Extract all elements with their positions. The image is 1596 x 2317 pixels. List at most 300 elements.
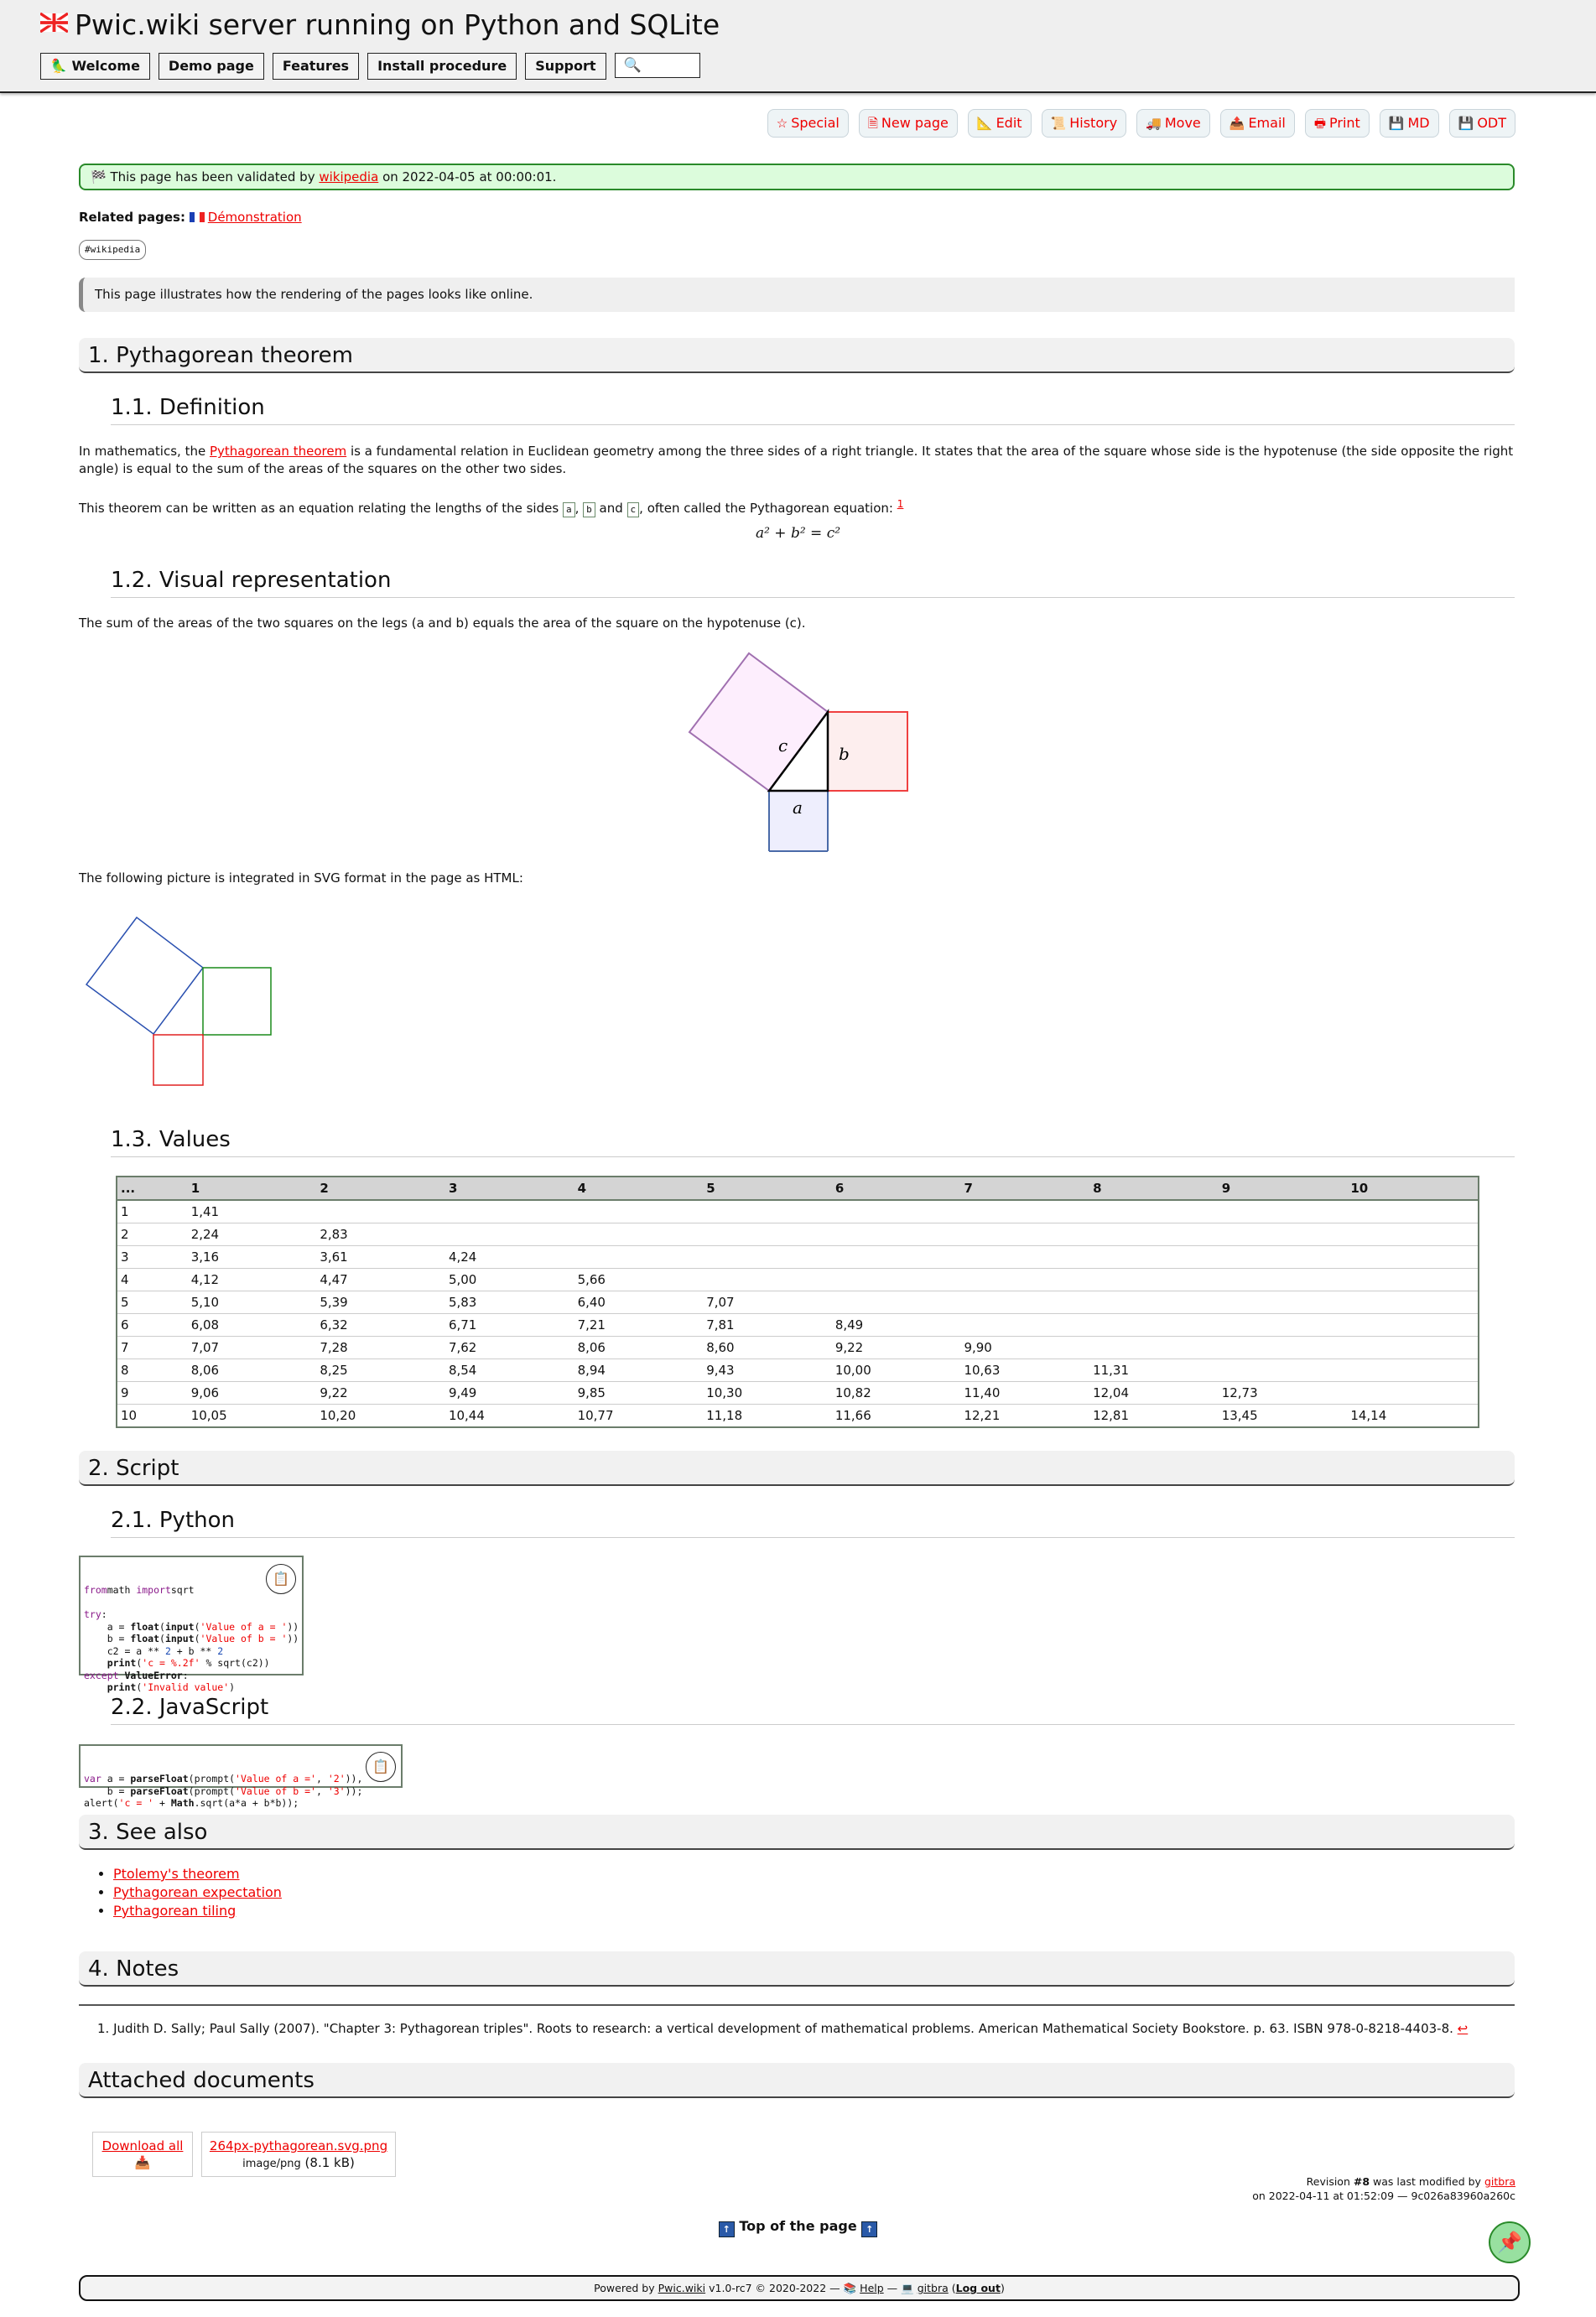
floppy-icon: 💾 <box>1458 116 1474 131</box>
table-cell <box>960 1200 1089 1223</box>
table-cell: 8,49 <box>832 1314 961 1337</box>
code-token: )); <box>345 1785 363 1797</box>
table-cell: 6,71 <box>445 1314 574 1337</box>
table-cell: 8,25 <box>316 1359 445 1382</box>
code-token: ( <box>194 1633 200 1644</box>
revision-info <box>1252 2174 1515 2203</box>
table-cell <box>1347 1314 1479 1337</box>
table-cell: 7,28 <box>316 1337 445 1359</box>
text: — <box>886 2282 898 2294</box>
row-header-cell: 7 <box>117 1337 188 1359</box>
code-token: input <box>164 1633 195 1644</box>
text: , often called the Pythagorean equation: <box>639 501 893 516</box>
table-cell: 11,18 <box>703 1405 832 1428</box>
table-cell: 9,22 <box>832 1337 961 1359</box>
inline-code-a: a <box>563 502 575 517</box>
code-token: 'Invalid value' <box>142 1681 230 1693</box>
table-cell: 8,54 <box>445 1359 574 1382</box>
equation-paragraph: This theorem can be written as an equation relating the lengths of the sides a , b and c , often called the Pythagorean equation: $^1$ <box>79 498 904 516</box>
code-token: b = <box>84 1633 131 1644</box>
code-token: ( <box>136 1681 143 1693</box>
javascript-code-block <box>79 1744 403 1809</box>
row-header-cell: 4 <box>117 1269 188 1291</box>
parrot-icon: 🦜 <box>50 58 67 74</box>
pythagoras-figure <box>671 646 923 864</box>
column-header: 10 <box>1347 1177 1479 1200</box>
revision-author-link[interactable]: gitbra <box>1484 2175 1515 2188</box>
code-token: 'Value of a = ' <box>200 1620 288 1633</box>
truck-icon: 🚚 <box>1146 116 1162 131</box>
code-token: (prompt( <box>188 1773 236 1785</box>
footnote-1 <box>97 2019 1468 2038</box>
related-page-link[interactable]: Démonstration <box>207 210 302 225</box>
code-token: except <box>84 1669 119 1681</box>
pushpin-icon: 📌 <box>1497 2231 1522 2254</box>
table-row <box>117 1405 1479 1428</box>
label-a: a <box>793 797 803 818</box>
table-cell: 5,00 <box>445 1269 574 1291</box>
table-cell: 12,21 <box>960 1405 1089 1428</box>
attachment-type: image/png <box>242 2158 301 2170</box>
code-token: from <box>84 1584 107 1596</box>
heading-definition: 1.1. Definition <box>111 392 1515 425</box>
table-header-row <box>117 1177 1479 1200</box>
table-cell <box>1089 1223 1219 1246</box>
table-cell <box>445 1223 574 1246</box>
code-token: , <box>315 1785 328 1797</box>
action-label: Edit <box>996 115 1022 131</box>
code-token: Math <box>170 1797 195 1809</box>
svg-square-b <box>203 968 271 1035</box>
table-cell <box>703 1223 832 1246</box>
uk-flag-icon <box>40 13 68 33</box>
code-line <box>84 1670 299 1682</box>
visual-paragraph: The sum of the areas of the two squares on the legs (a and b) equals the area of the square on the hypotenuse (c). <box>79 616 806 631</box>
clipboard-icon: 📋 <box>273 1571 289 1587</box>
table-cell <box>832 1269 961 1291</box>
heading-script: 2. Script <box>79 1451 1515 1486</box>
table-cell <box>1219 1246 1348 1269</box>
code-token: : <box>182 1669 189 1681</box>
text: In mathematics, the <box>79 444 206 459</box>
table-cell: 9,85 <box>574 1382 704 1405</box>
see-also-link[interactable]: Pythagorean expectation <box>113 1884 282 1900</box>
code-token: ( <box>194 1620 200 1633</box>
action-label: Print <box>1329 115 1360 131</box>
pythagorean-theorem-link[interactable]: Pythagorean theorem <box>209 444 347 459</box>
code-token: 2 <box>217 1644 224 1657</box>
code-token: + <box>153 1797 171 1809</box>
table-cell: 5,10 <box>188 1291 317 1314</box>
star-icon: ☆ <box>776 116 788 131</box>
download-icon: 📥 <box>134 2155 151 2170</box>
search-input[interactable] <box>615 53 700 78</box>
python-code-block <box>79 1556 304 1693</box>
table-cell: 10,77 <box>574 1405 704 1428</box>
table-cell <box>960 1246 1089 1269</box>
table-cell: 10,82 <box>832 1382 961 1405</box>
table-cell: 5,39 <box>316 1291 445 1314</box>
validation-prefix: This page has been validated by <box>110 169 315 184</box>
code-token: ( <box>136 1657 143 1669</box>
code-line <box>84 1773 398 1785</box>
code-token: : <box>101 1608 107 1620</box>
code-line <box>84 1584 299 1597</box>
table-cell <box>1219 1314 1348 1337</box>
code-token: 'Value of a =' <box>235 1773 316 1785</box>
notes-divider <box>79 2004 1515 2006</box>
table-cell <box>1347 1223 1479 1246</box>
text: and <box>599 501 623 516</box>
list-item <box>113 1865 282 1883</box>
code-token: import <box>136 1584 171 1596</box>
code-token: float <box>130 1633 160 1644</box>
books-icon: 📚 <box>843 2282 857 2294</box>
clipboard-icon: 📋 <box>372 1759 389 1774</box>
code-token: + b ** <box>170 1644 218 1657</box>
definition-paragraph <box>79 443 1515 478</box>
code-token: 'c = %.2f' <box>142 1657 200 1669</box>
code-line <box>84 1608 299 1621</box>
table-row <box>117 1246 1479 1269</box>
table-cell: 13,45 <box>1219 1405 1348 1428</box>
menu-label: Welcome <box>71 58 140 74</box>
code-line <box>84 1633 299 1645</box>
printer-icon: 🖶 <box>1313 116 1326 131</box>
table-cell: 8,06 <box>188 1359 317 1382</box>
table-row <box>117 1200 1479 1223</box>
table-cell: 2,24 <box>188 1223 317 1246</box>
table-cell <box>1089 1269 1219 1291</box>
help-link[interactable]: Help <box>860 2282 884 2294</box>
attachment-card <box>201 2132 396 2177</box>
text: v1.0-rc7 © 2020-2022 — <box>709 2282 840 2294</box>
table-cell: 5,83 <box>445 1291 574 1314</box>
table-cell: 9,90 <box>960 1337 1089 1359</box>
table-cell: 5,66 <box>574 1269 704 1291</box>
table-cell: 4,47 <box>316 1269 445 1291</box>
flag-icon: 🏁 <box>91 169 107 184</box>
download-all-card <box>92 2132 193 2177</box>
table-cell <box>1089 1200 1219 1223</box>
table-cell: 10,05 <box>188 1405 317 1428</box>
site-title <box>40 8 720 42</box>
code-token: print <box>107 1681 137 1693</box>
code-token: )), <box>345 1773 363 1785</box>
menu-support-button[interactable] <box>525 53 606 80</box>
action-label: History <box>1069 115 1118 131</box>
revision-number: #8 <box>1353 2175 1370 2188</box>
attachment-size: (8.1 kB) <box>304 2155 355 2170</box>
table-cell: 4,12 <box>188 1269 317 1291</box>
set-square-icon: 📐 <box>976 116 993 131</box>
javascript-code <box>84 1773 398 1810</box>
fr-flag-icon <box>190 212 205 222</box>
code-token: print <box>107 1657 137 1669</box>
heading-see-also: 3. See also <box>79 1815 1515 1850</box>
table-cell: 9,06 <box>188 1382 317 1405</box>
move-button[interactable] <box>1136 109 1210 138</box>
export-odt-button[interactable] <box>1449 109 1515 138</box>
code-token <box>84 1657 107 1669</box>
table-row <box>117 1314 1479 1337</box>
table-row <box>117 1337 1479 1359</box>
tag-badge[interactable]: #wikipedia <box>79 240 146 260</box>
table-cell: 10,44 <box>445 1405 574 1428</box>
menu-demo-page-button[interactable] <box>159 53 264 80</box>
table-row <box>117 1359 1479 1382</box>
top-of-page-link[interactable] <box>0 2218 1596 2237</box>
table-cell <box>703 1246 832 1269</box>
table-cell: 8,06 <box>574 1337 704 1359</box>
table-cell <box>1089 1314 1219 1337</box>
table-cell: 14,14 <box>1347 1405 1479 1428</box>
column-header: 6 <box>832 1177 961 1200</box>
table-cell <box>1219 1223 1348 1246</box>
code-token: float <box>130 1620 160 1633</box>
svg-pythagoras-figure <box>84 914 277 1090</box>
code-token: sqrt <box>170 1584 195 1596</box>
table-row <box>117 1291 1479 1314</box>
table-cell: 7,07 <box>703 1291 832 1314</box>
inline-code-b: b <box>583 502 595 517</box>
code-token: ValueError <box>118 1669 183 1681</box>
table-cell: 10,20 <box>316 1405 445 1428</box>
code-token: a = <box>101 1773 131 1785</box>
attachment-link[interactable]: 264px-pythagorean.svg.png <box>209 2138 388 2153</box>
print-button[interactable] <box>1305 109 1370 138</box>
page-footer: Powered by Pwic.wiki v1.0-rc7 © 2020-2022 — 📚 Help — 💻 gitbra (Log out) <box>79 2275 1520 2301</box>
table-cell <box>1089 1246 1219 1269</box>
code-token: '3' <box>327 1785 346 1797</box>
table-cell <box>1347 1291 1479 1314</box>
site-title-text: Pwic.wiki server running on Python and SQLite <box>75 8 720 41</box>
table-cell: 8,94 <box>574 1359 704 1382</box>
text: was last modified by <box>1373 2175 1481 2188</box>
code-token: ( <box>159 1620 165 1633</box>
table-cell <box>703 1200 832 1223</box>
page-actions <box>767 109 1515 138</box>
code-token: 'Value of b =' <box>235 1785 316 1797</box>
menu-label: Demo page <box>168 58 254 74</box>
pythagorean-formula: a² + b² = c² <box>755 525 841 542</box>
row-header-cell: 9 <box>117 1382 188 1405</box>
table-cell <box>574 1223 704 1246</box>
column-header: 3 <box>445 1177 574 1200</box>
table-cell <box>1219 1337 1348 1359</box>
intro-blockquote: This page illustrates how the rendering of the pages looks like online. <box>79 278 1515 312</box>
table-row <box>117 1223 1479 1246</box>
top-arrow-icon: ↑ <box>719 2221 735 2237</box>
table-row <box>117 1269 1479 1291</box>
document-icon: 🗎 <box>867 116 878 131</box>
table-cell: 10,30 <box>703 1382 832 1405</box>
table-cell <box>1347 1359 1479 1382</box>
download-all-link[interactable]: Download all <box>101 2138 184 2153</box>
computer-icon: 💻 <box>901 2282 914 2294</box>
action-label: Email <box>1248 115 1286 131</box>
row-header-cell: 1 <box>117 1200 188 1223</box>
table-cell <box>574 1200 704 1223</box>
table-cell <box>1219 1359 1348 1382</box>
table-cell: 7,21 <box>574 1314 704 1337</box>
related-label: Related pages: <box>79 210 185 225</box>
user-link[interactable]: gitbra <box>917 2282 949 2294</box>
footnote-back-link[interactable]: ↩ <box>1457 2021 1469 2036</box>
code-line <box>84 1797 398 1810</box>
list-item <box>113 1883 282 1902</box>
see-also-link[interactable]: Pythagorean tiling <box>113 1903 237 1919</box>
table-cell: 9,43 <box>703 1359 832 1382</box>
table-cell: 6,32 <box>316 1314 445 1337</box>
inline-code-c: c <box>627 502 640 517</box>
code-token: )) <box>287 1620 299 1633</box>
code-token: b = <box>84 1785 131 1797</box>
table-cell: 7,81 <box>703 1314 832 1337</box>
code-line <box>84 1785 398 1798</box>
table-cell <box>1219 1200 1348 1223</box>
footnote-text: 1. Judith D. Sally; Paul Sally (2007). "Chapter 3: Pythagorean triples". Roots to research: a vertical development of mathematical problems. American Mathematical Society Bookstore. p. 63. ISBN 978-0-8218-4403-8. <box>97 2021 1453 2036</box>
column-header: 7 <box>960 1177 1089 1200</box>
code-token: % sqrt(c2)) <box>200 1657 270 1669</box>
menu-label: Support <box>535 58 596 74</box>
table-body <box>117 1200 1479 1427</box>
code-token: var <box>84 1773 101 1785</box>
table-cell: 12,73 <box>1219 1382 1348 1405</box>
row-header-cell: 10 <box>117 1405 188 1428</box>
code-token: , <box>315 1773 328 1785</box>
pin-button[interactable] <box>1489 2221 1531 2263</box>
table-cell <box>1089 1291 1219 1314</box>
menu-features-button[interactable] <box>273 53 359 80</box>
action-label: New page <box>881 115 949 131</box>
footnote-ref-link[interactable]: 1 <box>897 498 904 510</box>
main-menu <box>40 53 700 80</box>
code-line <box>84 1597 299 1609</box>
code-token: )) <box>287 1633 299 1644</box>
row-header-cell: 3 <box>117 1246 188 1269</box>
code-token: '2' <box>327 1773 346 1785</box>
code-token <box>84 1681 107 1693</box>
new-page-button[interactable] <box>859 109 958 138</box>
heading-pythagorean-theorem: 1. Pythagorean theorem <box>79 338 1515 373</box>
table-cell: 1,41 <box>188 1200 317 1223</box>
floppy-icon: 💾 <box>1388 116 1405 131</box>
column-header: ... <box>117 1177 188 1200</box>
code-token: ( <box>159 1633 165 1644</box>
copy-code-button[interactable] <box>266 1564 296 1594</box>
menu-welcome-button[interactable] <box>40 53 150 80</box>
table-cell <box>1347 1337 1479 1359</box>
row-header-cell: 2 <box>117 1223 188 1246</box>
email-button[interactable] <box>1220 109 1295 138</box>
validator-link[interactable]: wikipedia <box>319 169 379 184</box>
list-item <box>113 1902 282 1920</box>
table-cell: 3,16 <box>188 1246 317 1269</box>
magnifier-icon: 🔍 <box>623 57 642 74</box>
text: Revision <box>1306 2175 1350 2188</box>
action-label: MD <box>1407 115 1430 131</box>
table-cell: 12,81 <box>1089 1405 1219 1428</box>
menu-install-procedure-button[interactable] <box>367 53 517 80</box>
table-cell: 6,08 <box>188 1314 317 1337</box>
column-header: 9 <box>1219 1177 1348 1200</box>
copy-code-button[interactable] <box>366 1752 396 1782</box>
code-line <box>84 1621 299 1634</box>
text: Powered by <box>594 2282 655 2294</box>
special-button[interactable] <box>767 109 849 138</box>
column-header: 4 <box>574 1177 704 1200</box>
table-cell: 7,07 <box>188 1337 317 1359</box>
top-arrow-icon: ↑ <box>861 2221 877 2237</box>
code-token: (prompt( <box>188 1785 236 1797</box>
code-token: math <box>107 1584 137 1596</box>
top-of-page-label: Top of the page <box>739 2218 857 2234</box>
table-cell <box>1347 1200 1479 1223</box>
table-cell: 4,24 <box>445 1246 574 1269</box>
code-token: try <box>84 1608 101 1620</box>
svg-square-c <box>86 917 203 1034</box>
edit-button[interactable] <box>968 109 1032 138</box>
code-token: parseFloat <box>130 1785 189 1797</box>
code-line <box>84 1657 299 1670</box>
table-cell: 11,31 <box>1089 1359 1219 1382</box>
code-token: alert( <box>84 1797 119 1809</box>
revision-date-hash: on 2022-04-11 at 01:52:09 — 9c026a83960a260c <box>1252 2190 1515 2202</box>
export-md-button[interactable] <box>1380 109 1439 138</box>
label-b: b <box>839 744 850 764</box>
values-table <box>116 1176 1479 1428</box>
table-cell <box>832 1200 961 1223</box>
table-cell: 12,04 <box>1089 1382 1219 1405</box>
row-header-cell: 8 <box>117 1359 188 1382</box>
table-cell: 6,40 <box>574 1291 704 1314</box>
table-row <box>117 1382 1479 1405</box>
history-button[interactable] <box>1042 109 1127 138</box>
table-cell <box>960 1314 1089 1337</box>
text: is a fundamental relation in Euclidean geometry among the three sides of a right triangle. It states that the area of the square whose side is the hypotenuse (the side opposite the right angle) is equal to the sum of the areas of the squares on the other two sides. <box>79 444 1514 476</box>
heading-visual-representation: 1.2. Visual representation <box>111 564 1515 598</box>
code-token: .sqrt(a*a + b*b)); <box>194 1797 299 1809</box>
table-cell <box>1089 1337 1219 1359</box>
table-cell: 11,66 <box>832 1405 961 1428</box>
row-header-cell: 5 <box>117 1291 188 1314</box>
column-header: 5 <box>703 1177 832 1200</box>
table-cell <box>445 1200 574 1223</box>
text: This theorem can be written as an equation relating the lengths of the sides <box>79 501 559 516</box>
heading-javascript: 2.2. JavaScript <box>111 1691 1515 1725</box>
pwic-link[interactable]: Pwic.wiki <box>658 2282 706 2294</box>
table-cell <box>1347 1269 1479 1291</box>
logout-link[interactable]: Log out <box>955 2282 1001 2294</box>
table-cell <box>316 1200 445 1223</box>
menu-label: Features <box>282 58 350 74</box>
table-cell <box>832 1246 961 1269</box>
validation-banner <box>79 164 1515 190</box>
table-cell <box>832 1291 961 1314</box>
code-token: input <box>164 1620 195 1633</box>
column-header: 8 <box>1089 1177 1219 1200</box>
table-cell <box>1219 1291 1348 1314</box>
table-cell <box>574 1246 704 1269</box>
code-line <box>84 1645 299 1658</box>
table-cell <box>703 1269 832 1291</box>
table-cell: 7,62 <box>445 1337 574 1359</box>
see-also-link[interactable]: Ptolemy's theorem <box>113 1866 240 1882</box>
see-also-list <box>96 1865 282 1920</box>
label-c: c <box>778 735 788 756</box>
validation-suffix: on 2022-04-05 at 00:00:01. <box>382 169 557 184</box>
